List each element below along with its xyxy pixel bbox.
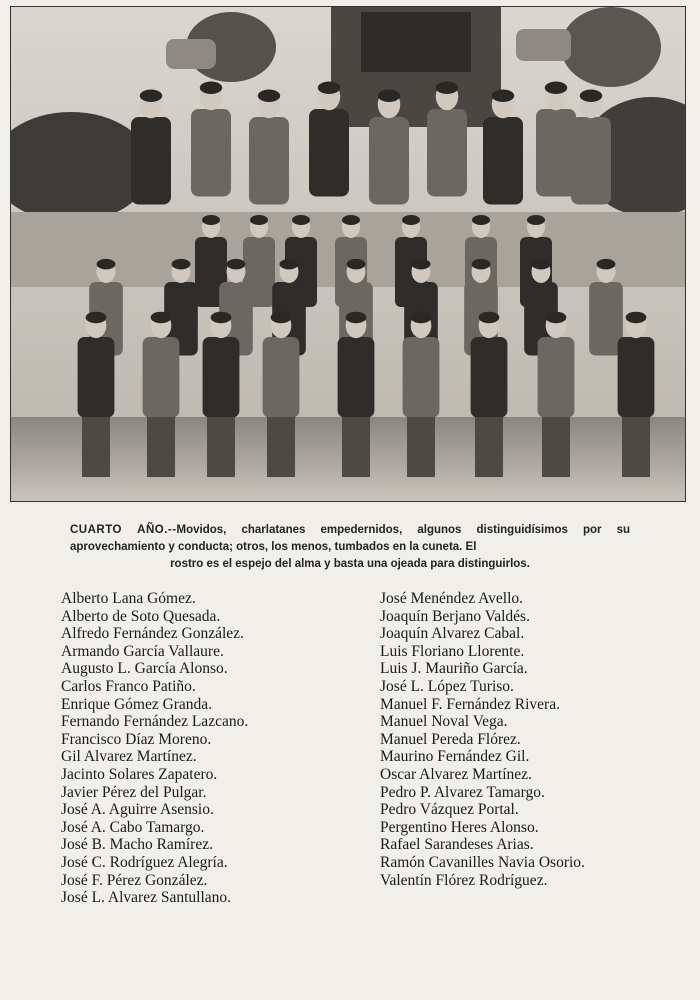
- student-name: Manuel Noval Vega.: [380, 713, 508, 731]
- class-photo-image: [11, 7, 685, 501]
- student-name: Javier Pérez del Pulgar.: [61, 783, 207, 801]
- student-name: Carlos Franco Patiño.: [61, 677, 196, 695]
- student-name: Gil Alvarez Martínez.: [61, 748, 197, 766]
- student-name: Jacinto Solares Zapatero.: [61, 765, 218, 783]
- student-name: José F. Pérez González.: [61, 871, 208, 889]
- student-name: José Menéndez Avello.: [380, 590, 524, 607]
- student-name: Manuel F. Fernández Rivera.: [380, 695, 560, 713]
- student-name: Pergentino Heres Alonso.: [380, 818, 539, 836]
- caption-text: Movidos, charlatanes empedernidos, algunos distinguidísimos por su aprovechamiento y conducta; otros, los menos, tumbados en la cuneta. El: [70, 524, 630, 553]
- student-name: Joaquín Alvarez Cabal.: [380, 625, 525, 643]
- student-name: Luis Floriano Llorente.: [380, 642, 525, 660]
- student-name: José L. López Turiso.: [380, 677, 514, 695]
- student-name: Maurino Fernández Gil.: [380, 748, 530, 766]
- student-name: Rafael Sarandeses Arias.: [380, 836, 534, 854]
- class-photo: [10, 6, 686, 502]
- names-list-left: [61, 590, 361, 907]
- caption-last-line: rostro es el espejo del alma y basta una ojeada para distinguirlos.: [170, 558, 530, 570]
- student-name: Oscar Alvarez Martínez.: [380, 765, 532, 783]
- student-name: José L. Alvarez Santullano.: [61, 889, 232, 907]
- student-name: Manuel Pereda Flórez.: [380, 730, 521, 748]
- names-list-right: [380, 590, 680, 889]
- student-name: Alfredo Fernández González.: [61, 625, 244, 643]
- student-name: Ramón Cavanilles Navia Osorio.: [380, 853, 585, 871]
- photo-caption: [70, 522, 630, 573]
- student-name: Fernando Fernández Lazcano.: [61, 713, 249, 731]
- student-name: José A. Aguirre Asensio.: [61, 801, 214, 819]
- student-name: Joaquín Berjano Valdés.: [380, 607, 530, 625]
- student-name: José A. Cabo Tamargo.: [61, 818, 205, 836]
- student-name: Armando García Vallaure.: [61, 642, 224, 660]
- student-name: Valentín Flórez Rodríguez.: [380, 871, 548, 889]
- student-name: Alberto Lana Gómez.: [61, 590, 196, 607]
- student-name: José B. Macho Ramírez.: [61, 836, 213, 854]
- student-name: Pedro P. Alvarez Tamargo.: [380, 783, 545, 801]
- student-name: Enrique Gómez Granda.: [61, 695, 213, 713]
- student-name: Francisco Díaz Moreno.: [61, 730, 212, 748]
- student-name: José C. Rodríguez Alegría.: [61, 853, 228, 871]
- student-name: Luis J. Mauriño García.: [380, 660, 528, 678]
- student-name: Pedro Vázquez Portal.: [380, 801, 519, 819]
- student-name: Augusto L. García Alonso.: [61, 660, 228, 678]
- student-name: Alberto de Soto Quesada.: [61, 607, 221, 625]
- caption-lead: CUARTO AÑO.--: [70, 524, 177, 536]
